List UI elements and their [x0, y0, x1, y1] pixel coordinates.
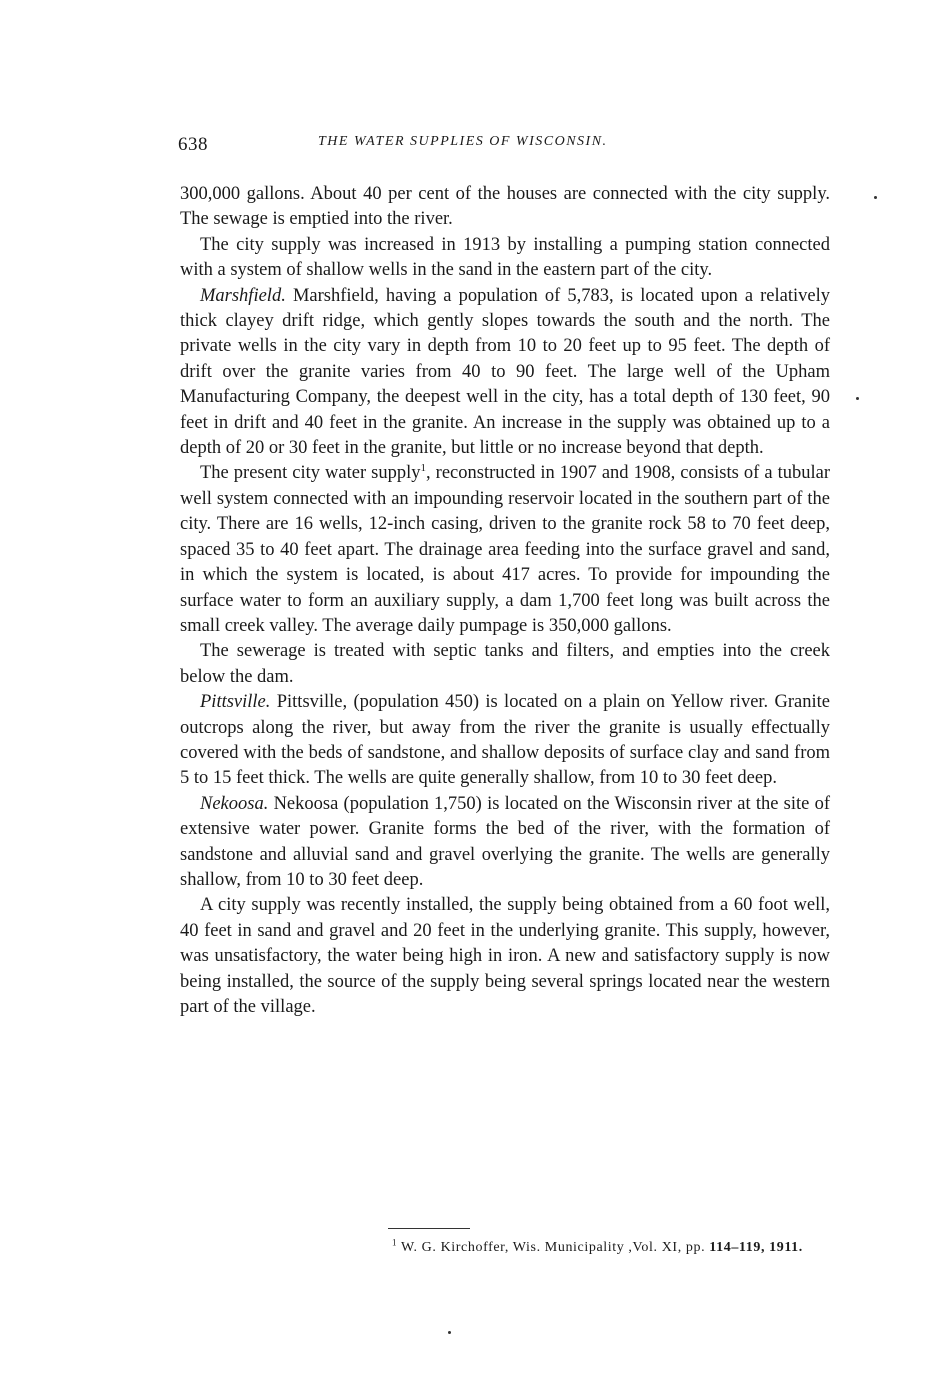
speck-mark: [856, 397, 859, 400]
page-number: 638: [178, 134, 208, 155]
speck-mark: [874, 196, 877, 199]
body-text: [180, 182, 830, 1020]
paragraph-marshfield: [180, 284, 830, 462]
paragraph-text: Marshfield, having a population of 5,783, is located upon a relatively thick clayey drift ridge, which gently slopes towards the south and the north. The private wells in the city vary in depth from 10 to 20 feet up to 95 feet. The depth of drift over the granite varies from 40 to 90 feet. The large well of the Upham Manufacturing Company, the deepest well in the city, has a total depth of 130 feet, 90 feet in drift and 40 feet in the granite. An increase in the supply was obtained up to a depth of 20 or 30 feet in the granite, but little or no increase beyond that depth.: [180, 285, 830, 459]
paragraph-text: The present city water supply: [200, 463, 421, 484]
paragraph-text: A city supply was recently installed, the supply being obtained from a 60 foot well, 40 feet in sand and gravel and 20 feet in the underlying granite. This supply, however, was unsatisfactory, the water being high in iron. A new and satisfactory supply is now being installed, the source of the supply being several springs located near the western part of the village.: [180, 895, 830, 1017]
paragraph-nekoosa: [180, 792, 830, 894]
running-title: THE WATER SUPPLIES OF WISCONSIN.: [318, 134, 608, 149]
paragraph-sewerage: [180, 639, 830, 690]
footnote-rule: [388, 1228, 470, 1229]
paragraph-lead-nekoosa: Nekoosa.: [200, 793, 269, 814]
paragraph-text: The sewerage is treated with septic tanks and filters, and empties into the creek below the dam.: [180, 641, 830, 687]
footnote-pages: 114–119, 1911.: [709, 1240, 803, 1255]
paragraph-continuation: [180, 182, 830, 233]
paragraph-city-supply: [180, 233, 830, 284]
footnote-text: W. G. Kirchoffer, Wis. Municipality ,Vol. XI, pp.: [397, 1240, 710, 1255]
footnote: [392, 1237, 948, 1256]
paragraph-lead-pittsville: Pittsville.: [200, 692, 271, 713]
paragraph-lead-marshfield: Marshfield.: [200, 285, 286, 306]
paragraph-text: 300,000 gallons. About 40 per cent of the houses are connected with the city supply. The sewage is emptied into the river.: [180, 184, 830, 230]
footnote-mark: 1: [392, 1237, 398, 1248]
footnote-reference: 1: [420, 462, 427, 475]
paragraph-text: Pittsville, (population 450) is located on a plain on Yellow river. Granite outcrops along the river, but away from the river the granite is usually effectually covered with the beds of sandstone, and shallow deposits of surface clay and sand from 5 to 15 feet thick. The wells are quite generally shallow, from 10 to 30 feet deep.: [180, 692, 830, 789]
speck-mark: [448, 1331, 451, 1334]
paragraph-nekoosa-supply: [180, 893, 830, 1020]
paragraph-pittsville: [180, 690, 830, 792]
paragraph-text: Nekoosa (population 1,750) is located on the Wisconsin river at the site of extensive water power. Granite forms the bed of the river, with the formation of sandstone and alluvial sand and gravel overlying the granite. The wells are generally shallow, from 10 to 30 feet deep.: [180, 793, 830, 890]
paragraph-text: The city supply was increased in 1913 by installing a pumping station connected with a system of shallow wells in the sand in the eastern part of the city.: [180, 234, 830, 281]
paragraph-text: , reconstructed in 1907 and 1908, consists of a tubular well system connected with an impounding reservoir located in the southern part of the city. There are 16 wells, 12-inch casing, driven to the granite rock 58 to 70 feet deep, spaced 35 to 40 feet apart. The drainage area feeding into the surface gravel and sand, in which the system is located, is about 417 acres. To provide for impounding the surface water to form an auxiliary supply, a dam 1,700 feet long was built across the small creek valley. The average daily pumpage is 350,000 gallons.: [180, 463, 830, 636]
paragraph-present-supply: [180, 461, 830, 639]
